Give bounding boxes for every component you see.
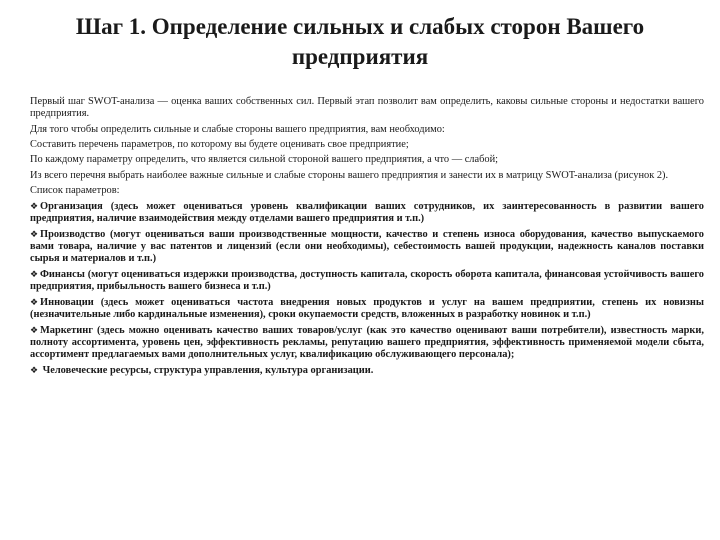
bullet-production [30, 229, 704, 266]
diamond-bullet-icon: ❖ [30, 297, 39, 308]
bullet-text: Финансы (могут оцениваться издержки производства, доступность капитала, скорость оборота капитала, финансовая устойчивость вашего предприятия, прибыльность вашего бизнеса и т.п.) [30, 268, 704, 292]
bullet-text: Производство (могут оцениваться ваши производственные мощности, качество и степень износа оборудования, качество выпускаемого вами товара, наличие у вас патентов и лицензий (если они необходимы), себестоимость вашей продукции, надежность каналов поставки сырья и материалов и т.п.) [30, 228, 704, 264]
bullet-text: Инновации (здесь может оцениваться частота внедрения новых продуктов и услуг на вашем предприятии, степень их новизны (незначительные либо кардинальные изменения), сроки окупаемости средств, вложенных в разработку новинок и т.п.) [30, 296, 704, 320]
bullet-organization [30, 201, 704, 225]
step-item-2: По каждому параметру определить, что является сильной стороной вашего предприятия, а что — слабой; [30, 154, 499, 166]
bullet-finance [30, 269, 704, 293]
step-item-3: Из всего перечня выбрать наиболее важные сильные и слабые стороны вашего предприятия и занести их в матрицу SWOT-анализа (рисунок 2). [30, 169, 669, 181]
bullet-marketing [30, 325, 704, 362]
parameters-heading: Список параметров: [30, 185, 120, 197]
bullet-text: Человеческие ресурсы, структура управления, культура организации. [40, 364, 374, 376]
slide-title: Шаг 1. Определение сильных и слабых сторон Вашего предприятия [75, 14, 645, 69]
step-item-1: Составить перечень параметров, по которому вы будете оценивать свое предприятие; [30, 138, 409, 150]
slide-body [30, 96, 704, 381]
diamond-bullet-icon: ❖ [30, 201, 39, 212]
diamond-bullet-icon: ❖ [30, 269, 39, 280]
bullet-innovation [30, 297, 704, 321]
bullet-text: Организация (здесь может оцениваться уровень квалификации ваших сотрудников, их заинтересованность в развитии вашего предприятия, наличие взаимодействия между отделами вашего предприятия и т.п.) [30, 200, 704, 224]
diamond-bullet-icon: ❖ [30, 365, 39, 376]
bullet-human-resources [30, 365, 704, 377]
diamond-bullet-icon: ❖ [30, 325, 39, 336]
diamond-bullet-icon: ❖ [30, 229, 39, 240]
bullet-text: Маркетинг (здесь можно оценивать качество ваших товаров/услуг (как это качество оценивают ваши потребители), известность марки, полноту ассортимента, уровень цен, эффективность рекламы, репутацию вашего предприятия, эффективность применяемой модели сбыта, ассортимент предлагаемых вами дополнительных услуг, квалификацию обслуживающего персонала); [30, 324, 704, 361]
instruction-paragraph: Для того чтобы определить сильные и слабые стороны вашего предприятия, вам необходимо: [30, 123, 445, 135]
intro-paragraph: Первый шаг SWOT-анализа — оценка ваших собственных сил. Первый этап позволит вам определить, каковы сильные стороны и недостатки вашего предприятия. [30, 96, 704, 120]
